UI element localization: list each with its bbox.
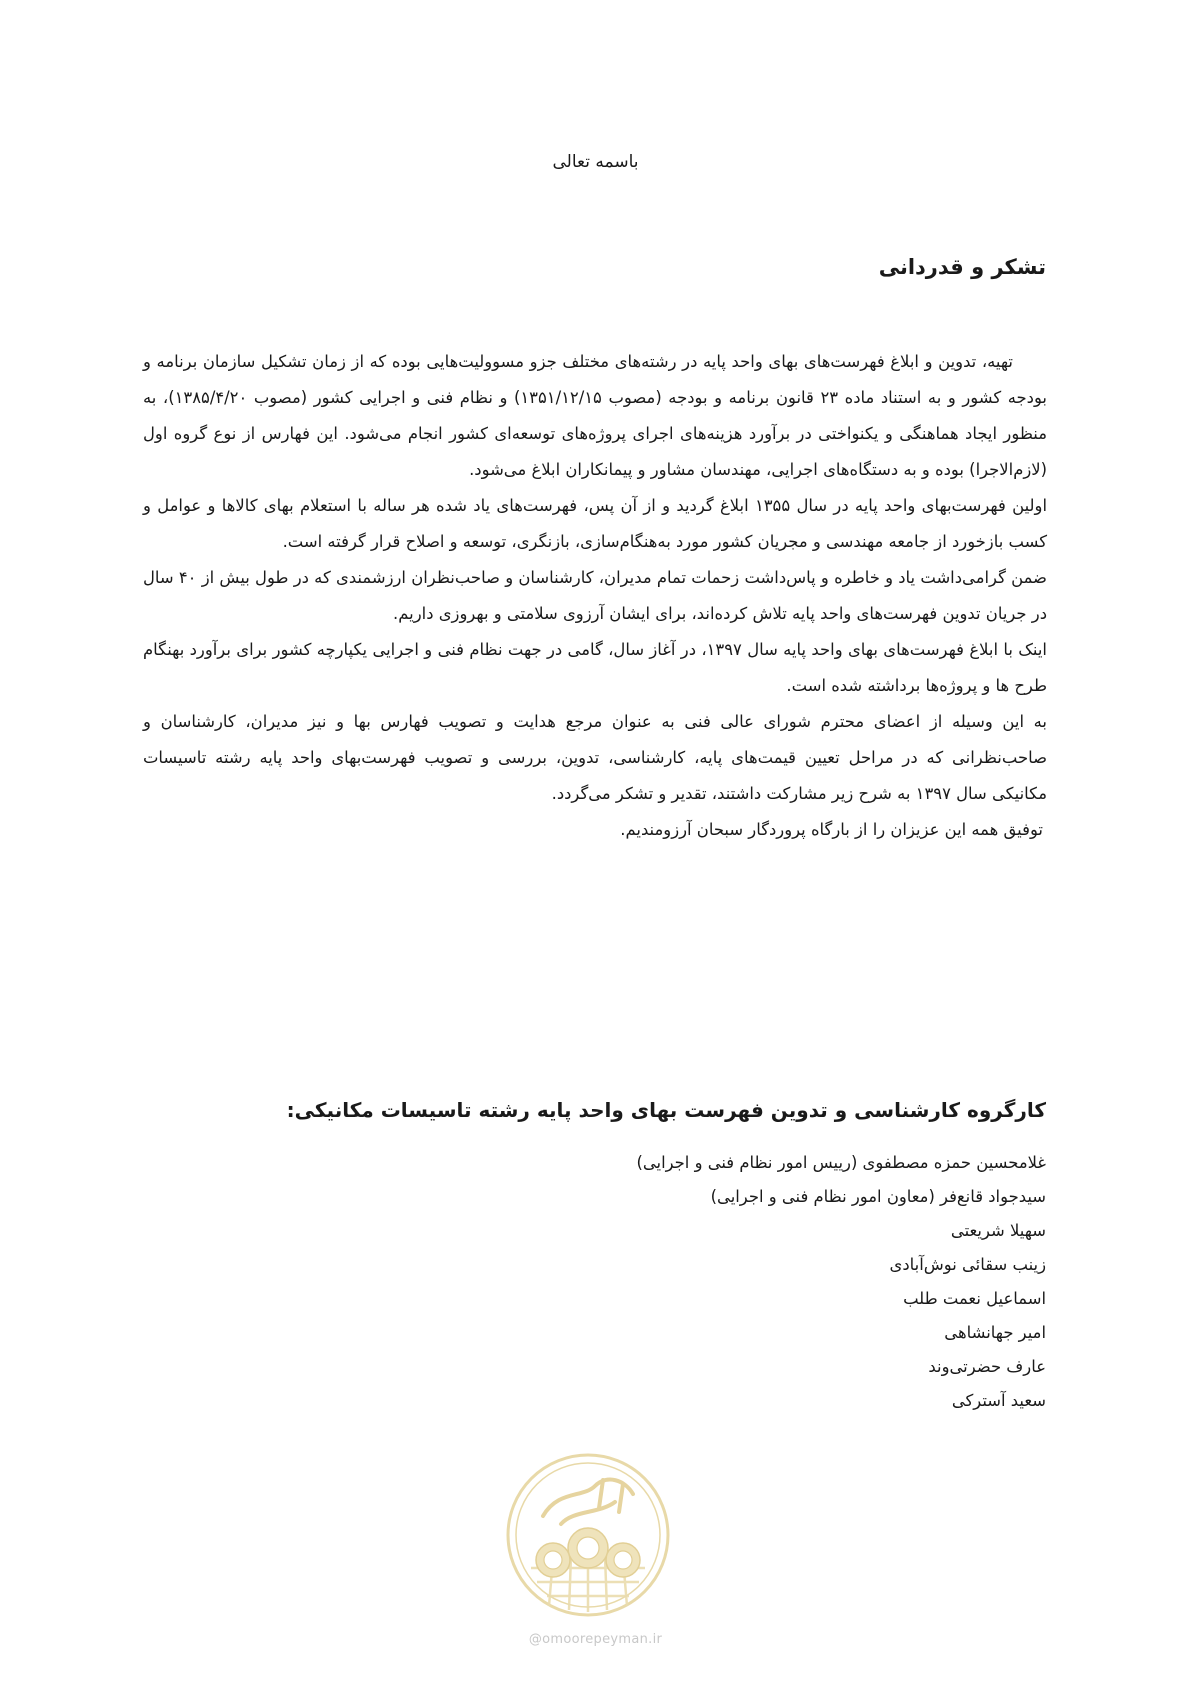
member-item: امیر جهانشاهی <box>944 1323 1046 1342</box>
watermark-website: @omoorepeyman.ir <box>528 1632 663 1647</box>
member-item: اسماعیل نعمت طلب <box>903 1289 1046 1308</box>
member-list <box>446 1146 1046 1418</box>
watermark-seal-logo <box>503 1450 673 1620</box>
acknowledgement-body <box>143 344 1047 848</box>
member-item: سعید آسترکی <box>951 1391 1046 1410</box>
paragraph-history: اولین فهرست‌بهای واحد پایه در سال ۱۳۵۵ ابلاغ گردید و از آن پس، فهرست‌های یاد شده هر ساله با استعلام بهای کالاها و عوامل و کسب بازخورد از جامعه مهندسی و مجریان کشور مورد به‌هنگام‌سازی، بازنگری، توسعه و اصلاح قرار گرفته است. <box>143 496 1048 551</box>
paragraph-gratitude: ضمن گرامی‌داشت یاد و خاطره و پاس‌داشت زحمات تمام مدیران، کارشناسان و صاحب‌نظران ارزشمندی که در طول بیش از ۴۰ سال در جریان تدوین فهرست‌های واحد پایه تلاش کرده‌اند، برای ایشان آرزوی سلامتی و بهروزی داریم. <box>143 568 1047 623</box>
member-item: غلامحسین حمزه مصطفوی (رییس امور نظام فنی و اجرایی) <box>636 1153 1046 1172</box>
paragraph-announcement: اینک با ابلاغ فهرست‌های بهای واحد پایه سال ۱۳۹۷، در آغاز سال، گامی در جهت نظام فنی و اجرایی یکپارچه کشور برای برآورد بهنگام طرح ها و پروژه‌ها برداشته شده است. <box>143 640 1047 695</box>
heading-working-group: کارگروه کارشناسی و تدوین فهرست بهای واحد پایه رشته تاسیسات مکانیکی: <box>286 1098 1046 1122</box>
member-item: سیدجواد قانع‌فر (معاون امور نظام فنی و اجرایی) <box>710 1187 1046 1206</box>
member-item: سهیلا شریعتی <box>950 1221 1046 1240</box>
paragraph-closing: توفیق همه این عزیزان را از بارگاه پروردگار سبحان آرزومندیم. <box>620 820 1043 839</box>
paragraph-intro: تهیه، تدوین و ابلاغ فهرست‌های بهای واحد پایه در رشته‌های مختلف جزو مسوولیت‌هایی بوده که از زمان تشکیل سازمان برنامه و بودجه کشور و به استناد ماده ۲۳ قانون برنامه و بودجه (مصوب ۱۳۵۱/۱۲/۱۵) و نظام فنی و اجرایی کشور (مصوب ۱۳۸۵/۴/۲۰)، به منظور ایجاد هماهنگی و یکنواختی در برآورد هزینه‌های اجرای پروژه‌های توسعه‌ای کشور انجام می‌شود. این فهارس از نوع گروه اول (لازم‌الاجرا) بوده و به دستگاه‌های اجرایی، مهندسان مشاور و پیمانکاران ابلاغ می‌شود. <box>143 352 1047 479</box>
heading-acknowledgement: تشکر و قدردانی <box>878 255 1046 279</box>
member-item: عارف حضرتی‌وند <box>928 1357 1046 1376</box>
member-item: زینب سقائی نوش‌آبادی <box>889 1255 1046 1274</box>
basmala: باسمه تعالی <box>552 152 639 172</box>
paragraph-thanks-council: به این وسیله از اعضای محترم شورای عالی فنی به عنوان مرجع هدایت و تصویب فهارس بها و نیز مدیران، کارشناسان و صاحب‌نظرانی که در مراحل تعیین قیمت‌های پایه، کارشناسی، تدوین، بررسی و تصویب فهرست‌بهای واحد پایه رشته تاسیسات مکانیکی سال ۱۳۹۷ به شرح زیر مشارکت داشتند، تقدیر و تشکر می‌گردد. <box>143 712 1047 803</box>
